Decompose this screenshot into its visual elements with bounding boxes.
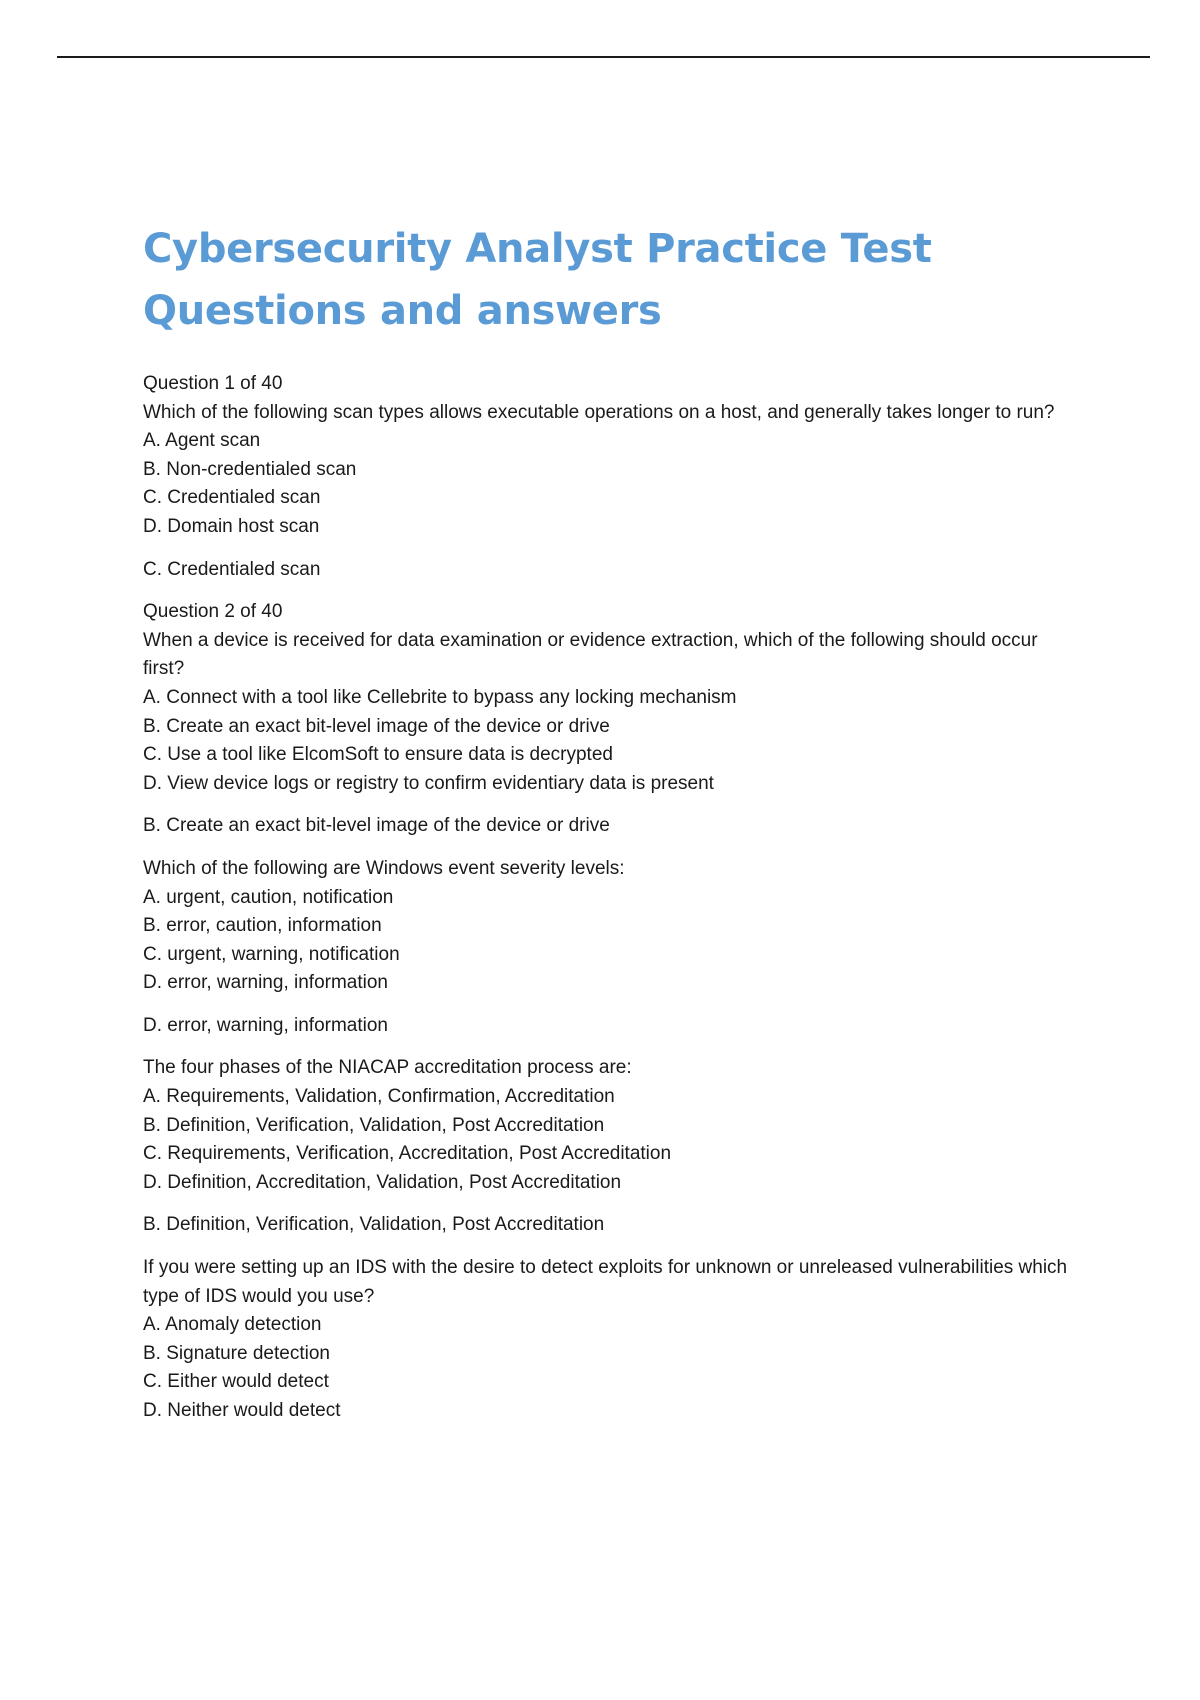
- answer-text: B. Definition, Verification, Validation, Post Accreditation: [143, 1214, 605, 1236]
- question-number: Question 1 of 40: [143, 373, 283, 394]
- option-list: [143, 684, 1083, 798]
- question-text: The four phases of the NIACAP accreditation process are:: [143, 1057, 632, 1079]
- option-list: [143, 427, 1083, 541]
- question-text: When a device is received for data examination or evidence extraction, which of the following should occur first?: [143, 629, 1038, 680]
- option-item: D. View device logs or registry to confirm evidentiary data is present: [143, 772, 714, 794]
- option-item: A. Requirements, Validation, Confirmation, Accreditation: [143, 1086, 615, 1108]
- option-item: A. Agent scan: [143, 430, 261, 452]
- option-item: D. Neither would detect: [143, 1400, 341, 1421]
- question-block: [143, 370, 1083, 584]
- question-number: Question 2 of 40: [143, 601, 283, 623]
- option-item: D. error, warning, information: [143, 972, 388, 994]
- question-block: [143, 598, 1083, 841]
- option-list: [143, 1083, 1083, 1197]
- option-item: B. Create an exact bit-level image of the device or drive: [143, 715, 610, 737]
- question-text: Which of the following scan types allows executable operations on a host, and generally takes longer to run?: [143, 401, 1055, 423]
- answer-text: B. Create an exact bit-level image of the device or drive: [143, 815, 610, 837]
- option-item: A. urgent, caution, notification: [143, 886, 394, 908]
- option-item: A. Anomaly detection: [143, 1314, 322, 1336]
- option-item: C. Either would detect: [143, 1371, 329, 1393]
- option-item: A. Connect with a tool like Cellebrite to bypass any locking mechanism: [143, 686, 737, 708]
- answer-text: C. Credentialed scan: [143, 558, 321, 580]
- document-body: [143, 218, 1083, 1440]
- option-item: C. Use a tool like ElcomSoft to ensure data is decrypted: [143, 744, 613, 766]
- document-title: Cybersecurity Analyst Practice Test Questions and answers: [143, 226, 932, 334]
- option-item: C. urgent, warning, notification: [143, 943, 400, 965]
- question-text: Which of the following are Windows event severity levels:: [143, 857, 625, 879]
- option-item: B. Definition, Verification, Validation, Post Accreditation: [143, 1114, 605, 1136]
- option-item: D. Definition, Accreditation, Validation, Post Accreditation: [143, 1171, 622, 1193]
- option-item: C. Requirements, Verification, Accreditation, Post Accreditation: [143, 1143, 672, 1165]
- option-list: [143, 884, 1083, 998]
- question-block: [143, 855, 1083, 1041]
- question-block: [143, 1054, 1083, 1240]
- question-block: [143, 1254, 1083, 1426]
- option-item: B. Non-credentialed scan: [143, 458, 357, 480]
- option-list: [143, 1311, 1083, 1425]
- option-item: B. Signature detection: [143, 1342, 330, 1364]
- question-text: If you were setting up an IDS with the desire to detect exploits for unknown or unreleased vulnerabilities which type of IDS would you use?: [143, 1257, 1068, 1307]
- option-item: B. error, caution, information: [143, 915, 382, 937]
- answer-text: D. error, warning, information: [143, 1014, 388, 1036]
- option-item: D. Domain host scan: [143, 515, 320, 537]
- option-item: C. Credentialed scan: [143, 487, 321, 509]
- header-rule: [57, 56, 1150, 58]
